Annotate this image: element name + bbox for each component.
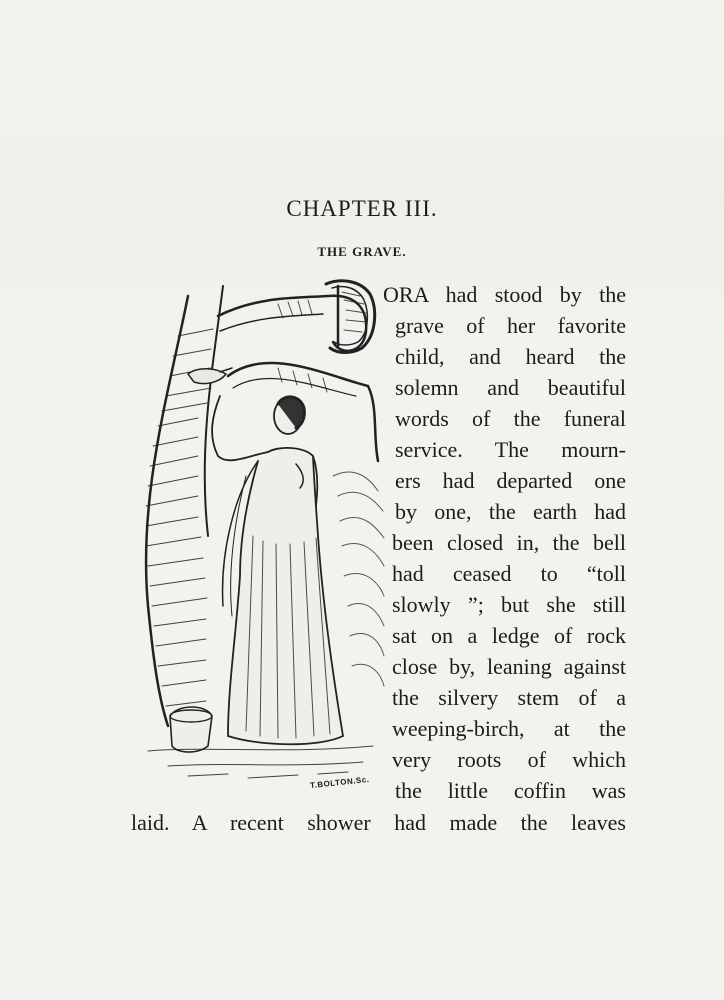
text-line: child, and heard the [395, 344, 626, 369]
text-line: the silvery stem of a [392, 685, 626, 710]
chapter-subheading: THE GRAVE. [317, 244, 407, 259]
text-line: slowly ”; but she still [392, 592, 626, 617]
text-line: been closed in, the bell [392, 530, 626, 555]
text-line: grave of her favorite [395, 313, 626, 338]
woman-with-bird-illustration [128, 276, 386, 806]
text-line: sat on a ledge of rock [392, 623, 626, 648]
text-line: by one, the earth had [395, 499, 626, 524]
text-line: the little coffin was [395, 778, 626, 803]
drop-cap-initial [322, 276, 378, 354]
text-line: service. The mourn- [395, 437, 626, 462]
text-line: ORA had stood by the [383, 282, 626, 307]
text-line: solemn and beautiful [395, 375, 626, 400]
text-line: ers had departed one [395, 468, 626, 493]
text-line: very roots of which [392, 747, 626, 772]
text-line: close by, leaning against [392, 654, 626, 679]
engraver-signature: T.BOLTON.Sc. [309, 774, 370, 791]
chapter-heading: CHAPTER III. [286, 196, 438, 221]
text-line: had ceased to “toll [392, 561, 626, 586]
text-line: words of the funeral [395, 406, 626, 431]
text-line: weeping-birch, at the [392, 716, 626, 741]
text-line: laid. A recent shower had made the leaves [131, 810, 626, 835]
